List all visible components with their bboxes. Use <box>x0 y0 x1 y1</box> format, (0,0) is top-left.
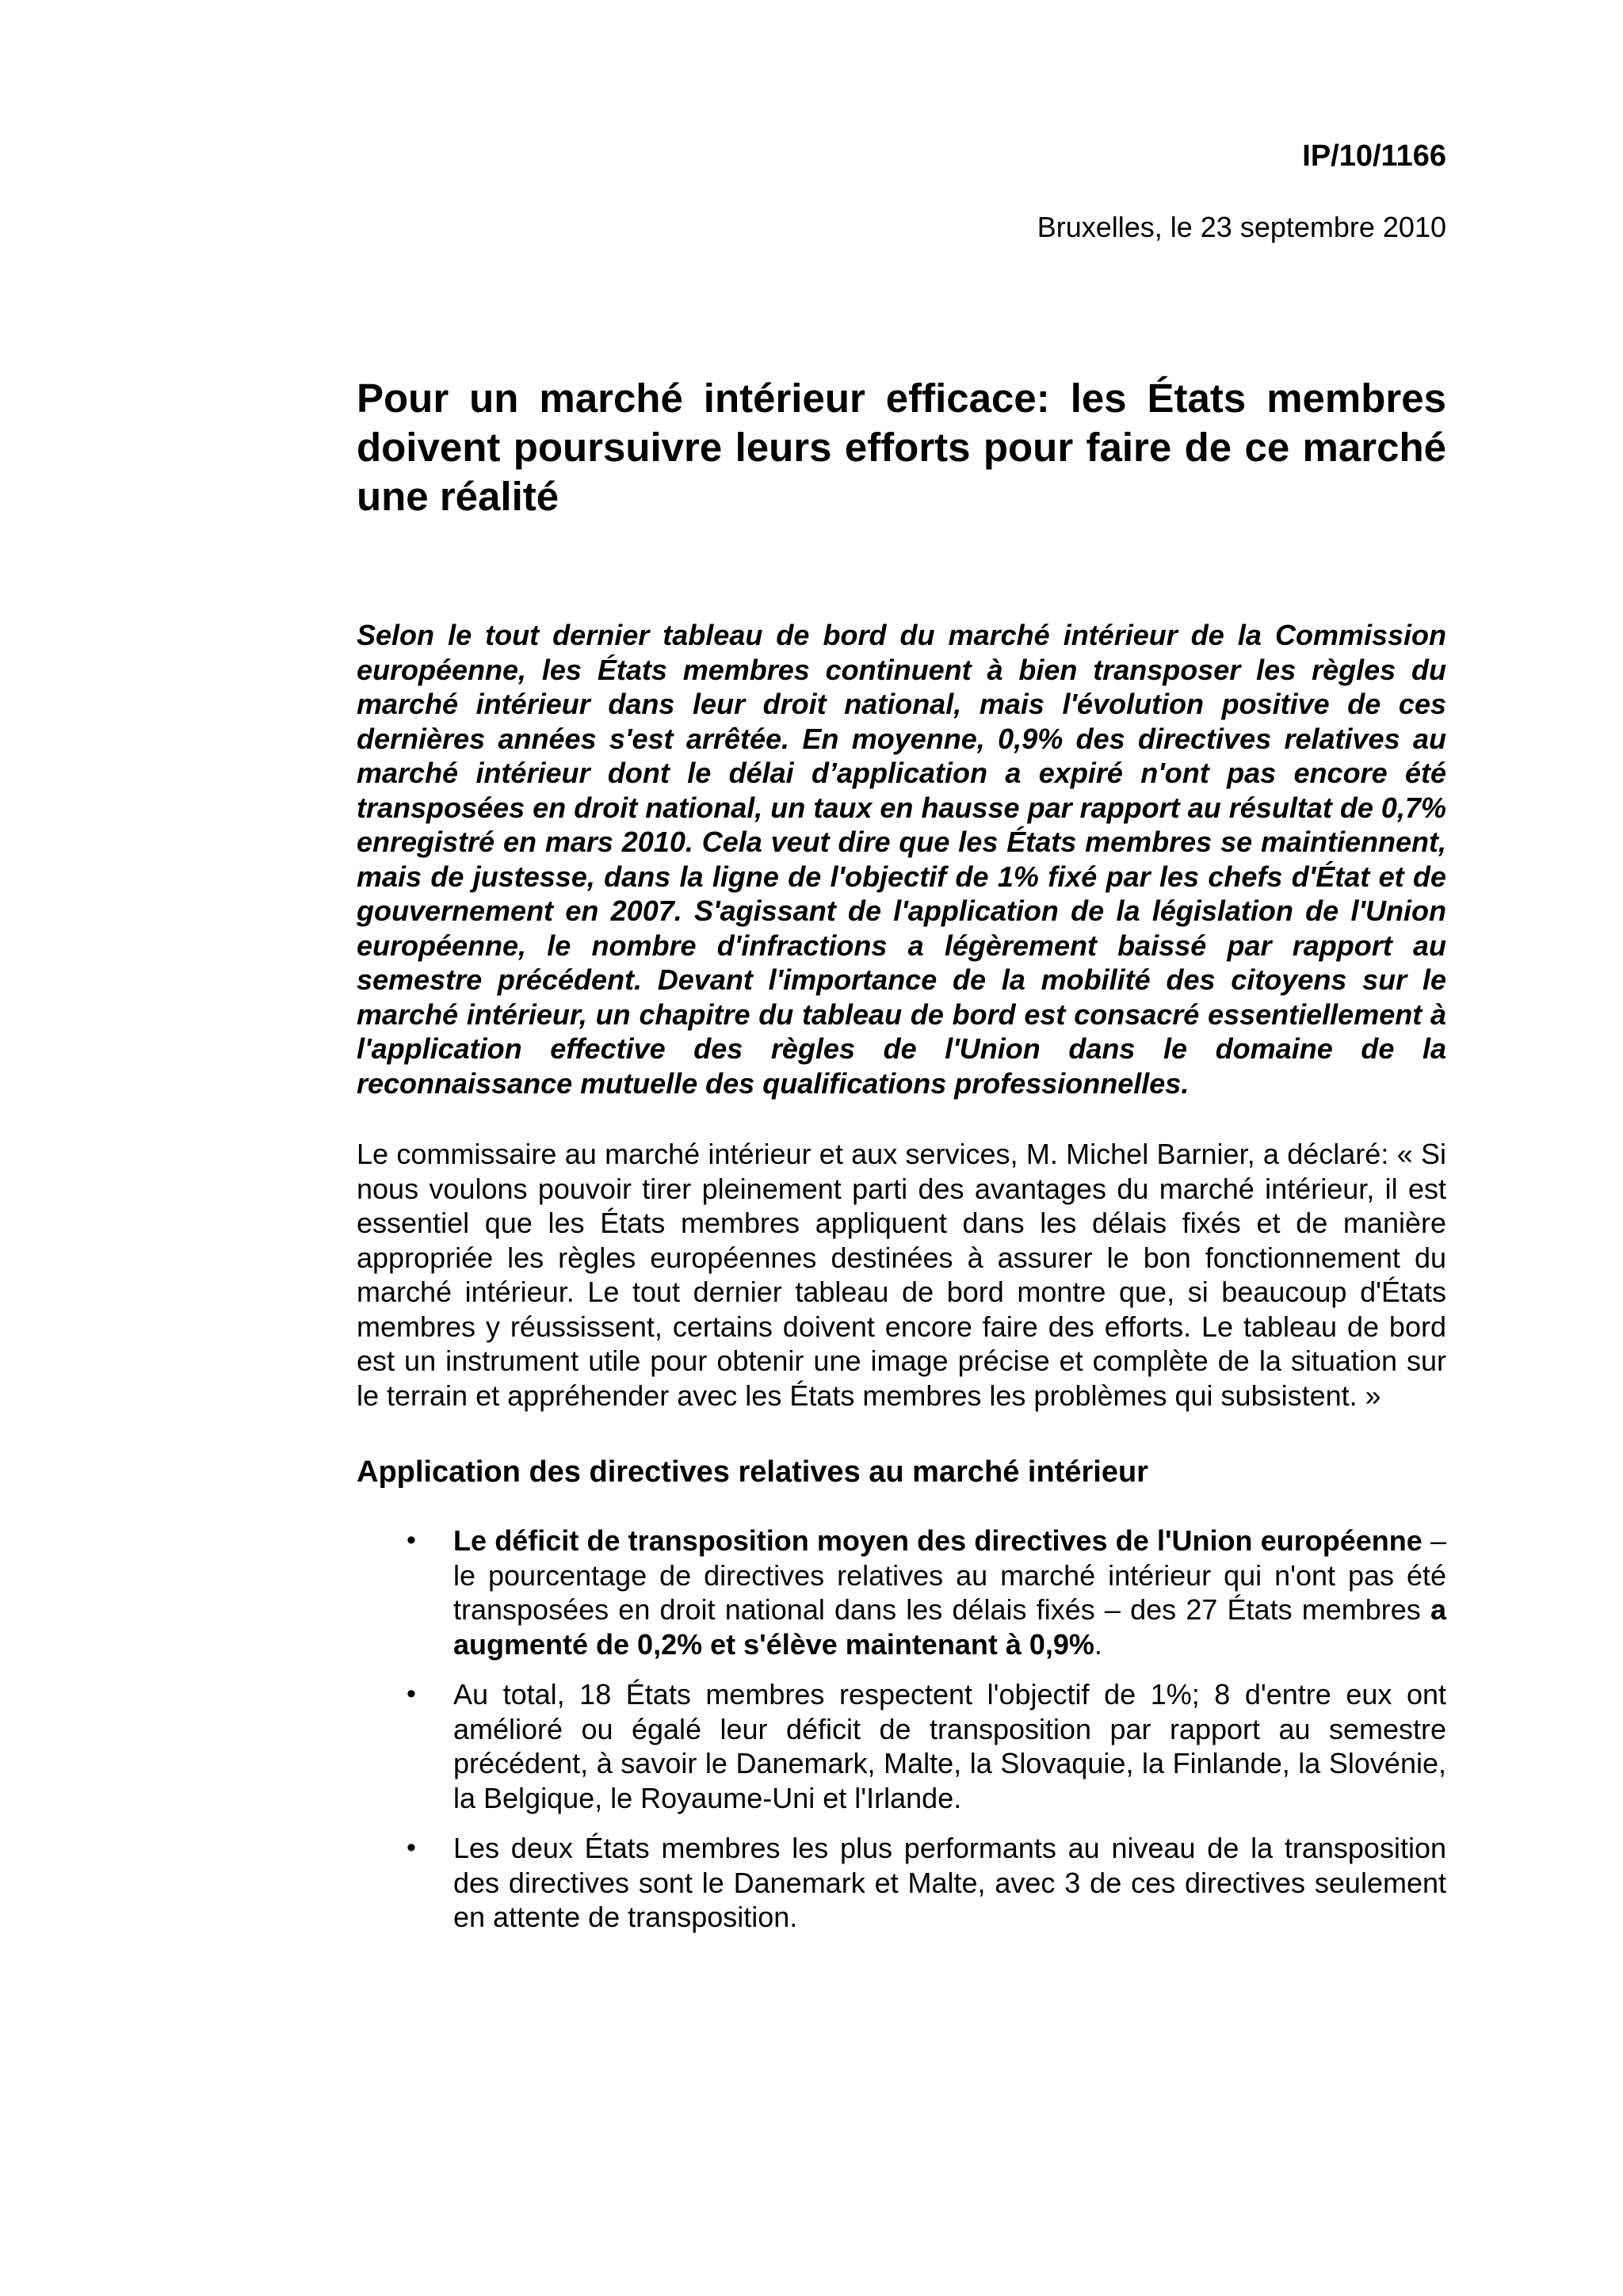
bullet-list <box>357 1524 1446 1935</box>
press-release-reference: IP/10/1166 <box>1302 139 1446 173</box>
lead-paragraph: Selon le tout dernier tableau de bord du marché intérieur de la Commission européenne, les États membres continuent à bien transposer les règles du marché intérieur dans leur droit national, mais l'évolution positive de ces dernières années s'est arrêtée. En moyenne, 0,9% des directives relatives au marché intérieur dont le délai d’application a expiré n'ont pas encore été transposées en droit national, un taux en hausse par rapport au résultat de 0,7% enregistré en mars 2010. Cela veut dire que les États membres se maintiennent, mais de justesse, dans la ligne de l'objectif de 1% fixé par les chefs d'État et de gouvernement en 2007. S'agissant de l'application de la législation de l'Union européenne, le nombre d'infractions a légèrement baissé par rapport au semestre précédent. Devant l'importance de la mobilité des citoyens sur le marché intérieur, un chapitre du tableau de bord est consacré essentiellement à l'application effective des règles de l'Union dans le domaine de la reconnaissance mutuelle des qualifications professionnelles. <box>357 619 1446 1100</box>
bullet-text: Au total, 18 États membres respectent l'objectif de 1%; 8 d'entre eux ont amélioré ou égalé leur déficit de transposition par rapport au semestre précédent, à savoir le Danemark, Malte, la Slovaquie, la Finlande, la Slovénie, la Belgique, le Royaume-Uni et l'Irlande. <box>453 1678 1446 1814</box>
bullet-icon: • <box>407 1833 416 1863</box>
list-item <box>357 1524 1446 1661</box>
bullet-icon: • <box>407 1525 416 1555</box>
quote-paragraph: Le commissaire au marché intérieur et aux services, M. Michel Barnier, a déclaré: « Si nous voulons pouvoir tirer pleinement parti des avantages du marché intérieur, il est essentiel que les États membres appliquent dans les délais fixés et de manière appropriée les règles européennes destinées à assurer le bon fonctionnement du marché intérieur. Le tout dernier tableau de bord montre que, si beaucoup d'États membres y réussissent, certains doivent encore faire des efforts. Le tableau de bord est un instrument utile pour obtenir une image précise et complète de la situation sur le terrain et appréhender avec les États membres les problèmes qui subsistent. » <box>357 1138 1446 1412</box>
bullet-tail: . <box>1094 1627 1102 1661</box>
document-body <box>357 374 1446 1951</box>
dateline: Bruxelles, le 23 septembre 2010 <box>1037 211 1446 243</box>
bullet-bold-end: a augmenté de 0,2% et s'élève maintenant à 0,9% <box>453 1593 1446 1661</box>
list-item <box>357 1831 1446 1935</box>
list-item <box>357 1677 1446 1815</box>
page-title: Pour un marché intérieur efficace: les États membres doivent poursuivre leurs efforts pour faire de ce marché une réalité <box>357 376 1446 519</box>
bullet-icon: • <box>407 1679 416 1709</box>
bullet-bold-intro: Le déficit de transposition moyen des directives de l'Union européenne <box>453 1524 1423 1557</box>
bullet-text: – le pourcentage de directives relatives au marché intérieur qui n'ont pas été transposées en droit national dans les délais fixés – des 27 États membres <box>453 1524 1446 1626</box>
bullet-text: Les deux États membres les plus performants au niveau de la transposition des directives sont le Danemark et Malte, avec 3 de ces directives seulement en attente de transposition. <box>453 1832 1446 1933</box>
section-heading: Application des directives relatives au marché intérieur <box>357 1455 1148 1489</box>
